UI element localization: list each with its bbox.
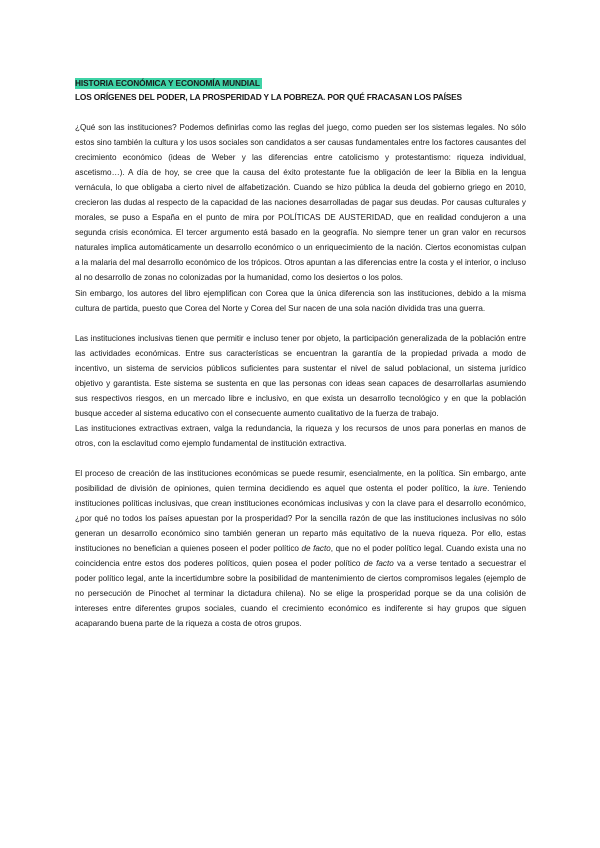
document-body — [75, 120, 526, 632]
paragraph-instituciones: ¿Qué son las instituciones? Podemos definirlas como las reglas del juego, como pueden ser los sistemas legales. No sólo estos sino también la cultura y los usos sociales son candidatos a ser causas fundamentales entre los factores causantes del crecimiento económico (ideas de Weber y las diferencias entre catolicismo y protestantismo: riqueza individual, ascetismo…). A día de hoy, se cree que la causa del éxito protestante fue la obligación de leer la Biblia en la lengua vernácula, lo que obligaba a cierto nivel de alfabetización. Cuando se hizo pública la deuda del gobierno griego en 2010, crecieron las dudas al respecto de la capacidad de las naciones desarrolladas de pagar sus deudas. Por causas culturales y morales, se puso a España en el punto de mira por POLÍTICAS DE AUSTERIDAD, que en realidad condujeron a una segunda crisis económica. El tercer argumento está basado en la geografía. No siempre tener un gran valor en recursos naturales implica automáticamente un desarrollo económico o un enriquecimiento de la nación. Ciertos economistas culpan a la malaria del mal desarrollo económico de los trópicos. Otros apuntan a las diferencias entre la costa y el interior, o incluso al no desarrollo de zonas no colonizadas por la humanidad, como los desiertos o los polos. — [75, 123, 526, 283]
paragraph-inclusivas: Las instituciones inclusivas tienen que permitir e incluso tener por objeto, la participación generalizada de la población entre las actividades económicas. Entre sus características se encuentran la garantía de la propiedad privada a modo de incentivo, un sistema de servicios públicos suficientes para sustentar el nivel de salud poblacional, un sistema jurídico objetivo y garantista. Este sistema se sustenta en que las personas con ideas sean capaces de desarrollarlas asumiendo sus respectivos riesgos, en un mercado libre e inclusivo, en que exista un desarrollo tecnológico y en que la población busque acceder al sistema educativo con el consecuente aumento cualitativo de la fuerza de trabajo. — [75, 333, 526, 418]
document-header — [75, 73, 535, 104]
paragraph-extractivas: Las instituciones extractivas extraen, valga la redundancia, la riqueza y los recursos de unos para ponerlas en manos de otros, con la esclavitud como ejemplo fundamental de institución extractiva. — [75, 423, 526, 448]
paragraph-corea: Sin embargo, los autores del libro ejemplifican con Corea que la única diferencia son las instituciones, debido a la misma cultura de partida, puesto que Corea del Norte y Corea del Sur nacen de una sola nación dividida tras una guerra. — [75, 288, 526, 313]
subject-heading: HISTORIA ECONÓMICA Y ECONOMÍA MUNDIAL — [75, 78, 260, 88]
paragraph-proceso-politico: El proceso de creación de las instituciones económicas se puede resumir, esencialmente, en la política. Sin embargo, ante posibilidad de división de opiniones, quien termina decidiendo es aquel que ostenta el poder político, la iure. Teniendo instituciones políticas inclusivas, que crean instituciones económicas inclusivas y con la clave para el desarrollo económico, ¿por qué no todos los países apuestan por la prosperidad? Por la sencilla razón de que las instituciones inclusivas no sólo generan un desarrollo económico sino también generan un reparto más equitativo de la nueva riqueza. Por ello, estas instituciones no benefician a quienes poseen el poder político de facto, que no el poder político legal. Cuando exista una no coincidencia entre estos dos poderes políticos, quien posea el poder político de facto va a verse tentado a secuestrar el poder político legal, ante la incertidumbre sobre la posibilidad de mantenimiento de ciertos compromisos legales (ejemplo de no persecución de Pinochet al terminar la dictadura chilena). No se elige la prosperidad porque se da una colisión de intereses entre diferentes grupos sociales, cuando el crecimiento económico es indiferente si hay grupos que siguen acaparando buena parte de la riqueza a costa de otros grupos. — [75, 468, 527, 629]
document-title: LOS ORÍGENES DEL PODER, LA PROSPERIDAD Y LA POBREZA. POR QUÉ FRACASAN LOS PAÍSES — [75, 92, 462, 102]
